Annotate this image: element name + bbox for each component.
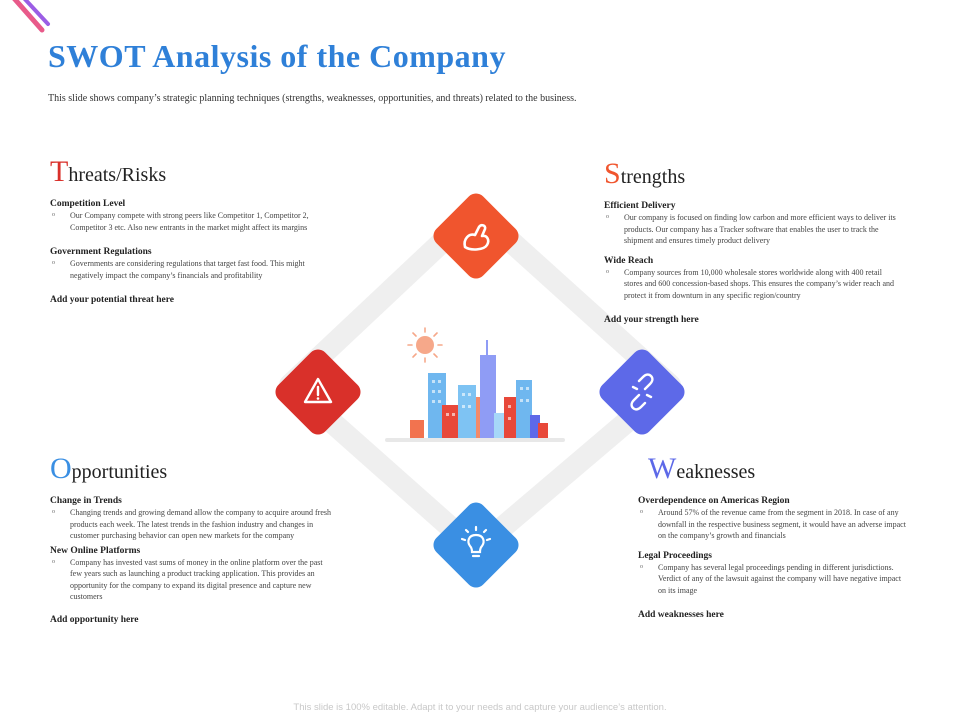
opportunities-heading bbox=[50, 452, 334, 486]
bullet-icon: o bbox=[52, 558, 55, 565]
broken-link-icon bbox=[609, 359, 675, 425]
strengths-heading bbox=[604, 157, 900, 191]
bullet-icon: o bbox=[52, 212, 55, 218]
bullet-icon: o bbox=[52, 260, 55, 266]
opportunity-item-text: Changing trends and growing demand allow the company to acquire around fresh products each week. The latest trends in the fashion industry and changes in customer purchasing behavior can open new markets for the company bbox=[70, 508, 332, 540]
weaknesses-heading-initial: W bbox=[648, 452, 677, 485]
opportunities-heading-initial: O bbox=[50, 452, 72, 485]
footer-note: This slide is 100% editable. Adapt it to your needs and capture your audience’s attention. bbox=[293, 702, 667, 713]
opportunity-item-text: Company has invested vast sums of money in the online platform over the past few years such as launching a product tracking application. This provides an opportunity for the company to expand its digital presence and capture new customers bbox=[70, 557, 323, 601]
threats-section bbox=[50, 155, 330, 305]
threat-item-text: Our Company compete with strong peers like Competitor 1, Competitor 2, Competitor 3 etc. Also new entrants in the market might affect its margins bbox=[70, 211, 309, 232]
bullet-icon: o bbox=[52, 509, 55, 515]
opportunity-item-bullet bbox=[50, 507, 334, 542]
bullet-icon: o bbox=[640, 509, 643, 515]
strength-item-bullet bbox=[604, 212, 900, 247]
strength-item-bullet bbox=[604, 267, 900, 302]
add-weakness-placeholder: Add weaknesses here bbox=[638, 610, 724, 620]
lightbulb-icon bbox=[443, 512, 509, 578]
weakness-item-text: Around 57% of the revenue came from the segment in 2018. In case of any downfall in the respective business segment, it would have an adverse impact on the company’s growth and financials bbox=[658, 508, 906, 540]
strengths-heading-rest: trengths bbox=[620, 166, 686, 188]
sun-icon bbox=[408, 328, 442, 362]
bullet-icon: o bbox=[606, 268, 609, 275]
page-subtitle: This slide shows company’s strategic planning techniques (strengths, weaknesses, opportunities, and threats) related to the business. bbox=[48, 93, 577, 104]
threat-item-bullet bbox=[50, 210, 330, 233]
corner-stripes-decoration bbox=[0, 0, 60, 40]
threats-heading-initial: T bbox=[50, 155, 69, 188]
weakness-item-bullet bbox=[638, 507, 908, 542]
strength-item-text: Our company is focused on finding low carbon and more efficient ways to deliver its products. Our company has a Tracker software that enables the user to track the shipment and ensures timely product delivery bbox=[624, 213, 896, 245]
threats-heading bbox=[50, 155, 330, 189]
threat-item-title: Government Regulations bbox=[50, 247, 152, 257]
weaknesses-heading bbox=[638, 452, 908, 486]
opportunity-item-title: Change in Trends bbox=[50, 496, 122, 506]
bullet-icon: o bbox=[640, 563, 643, 570]
bullet-icon: o bbox=[606, 214, 609, 220]
flexed-arm-icon bbox=[443, 203, 509, 269]
add-opportunity-placeholder: Add opportunity here bbox=[50, 614, 139, 625]
add-strength-placeholder: Add your strength here bbox=[604, 315, 699, 325]
page-title: SWOT Analysis of the Company bbox=[48, 38, 506, 74]
weakness-item-text: Company has several legal proceedings pending in different jurisdictions. Verdict of any of the lawsuit against the company will have negative impact on its image bbox=[658, 562, 902, 595]
threats-heading-rest: hreats/Risks bbox=[68, 164, 167, 186]
opportunities-heading-rest: pportunities bbox=[71, 461, 168, 483]
strength-item-title: Efficient Delivery bbox=[604, 201, 676, 211]
add-threat-placeholder: Add your potential threat here bbox=[50, 295, 175, 305]
strengths-heading-initial: S bbox=[604, 157, 621, 190]
opportunity-item-title: New Online Platforms bbox=[50, 545, 141, 556]
strength-item-title: Wide Reach bbox=[604, 255, 654, 266]
weakness-item-title: Legal Proceedings bbox=[638, 550, 712, 561]
weakness-item-bullet bbox=[638, 562, 908, 597]
opportunities-section bbox=[50, 452, 334, 625]
threat-item-bullet bbox=[50, 258, 330, 281]
weaknesses-heading-rest: eaknesses bbox=[676, 461, 756, 483]
strengths-section bbox=[604, 157, 900, 325]
threat-item-text: Governments are considering regulations that target fast food. This might negatively impact the company’s financials and profitability bbox=[70, 259, 305, 280]
strength-item-text: Company sources from 10,000 wholesale stores worldwide along with 400 retail stores and 600 concession-based shops. This ensures the company’s wider reach and protect it from downturn in any specific region/country bbox=[624, 267, 895, 300]
weakness-item-title: Overdependence on Americas Region bbox=[638, 496, 790, 506]
weaknesses-section bbox=[638, 452, 908, 620]
warning-icon bbox=[285, 359, 351, 425]
opportunity-item-bullet bbox=[50, 557, 334, 603]
city-skyline-illustration bbox=[380, 325, 570, 450]
threat-item-title: Competition Level bbox=[50, 199, 126, 209]
